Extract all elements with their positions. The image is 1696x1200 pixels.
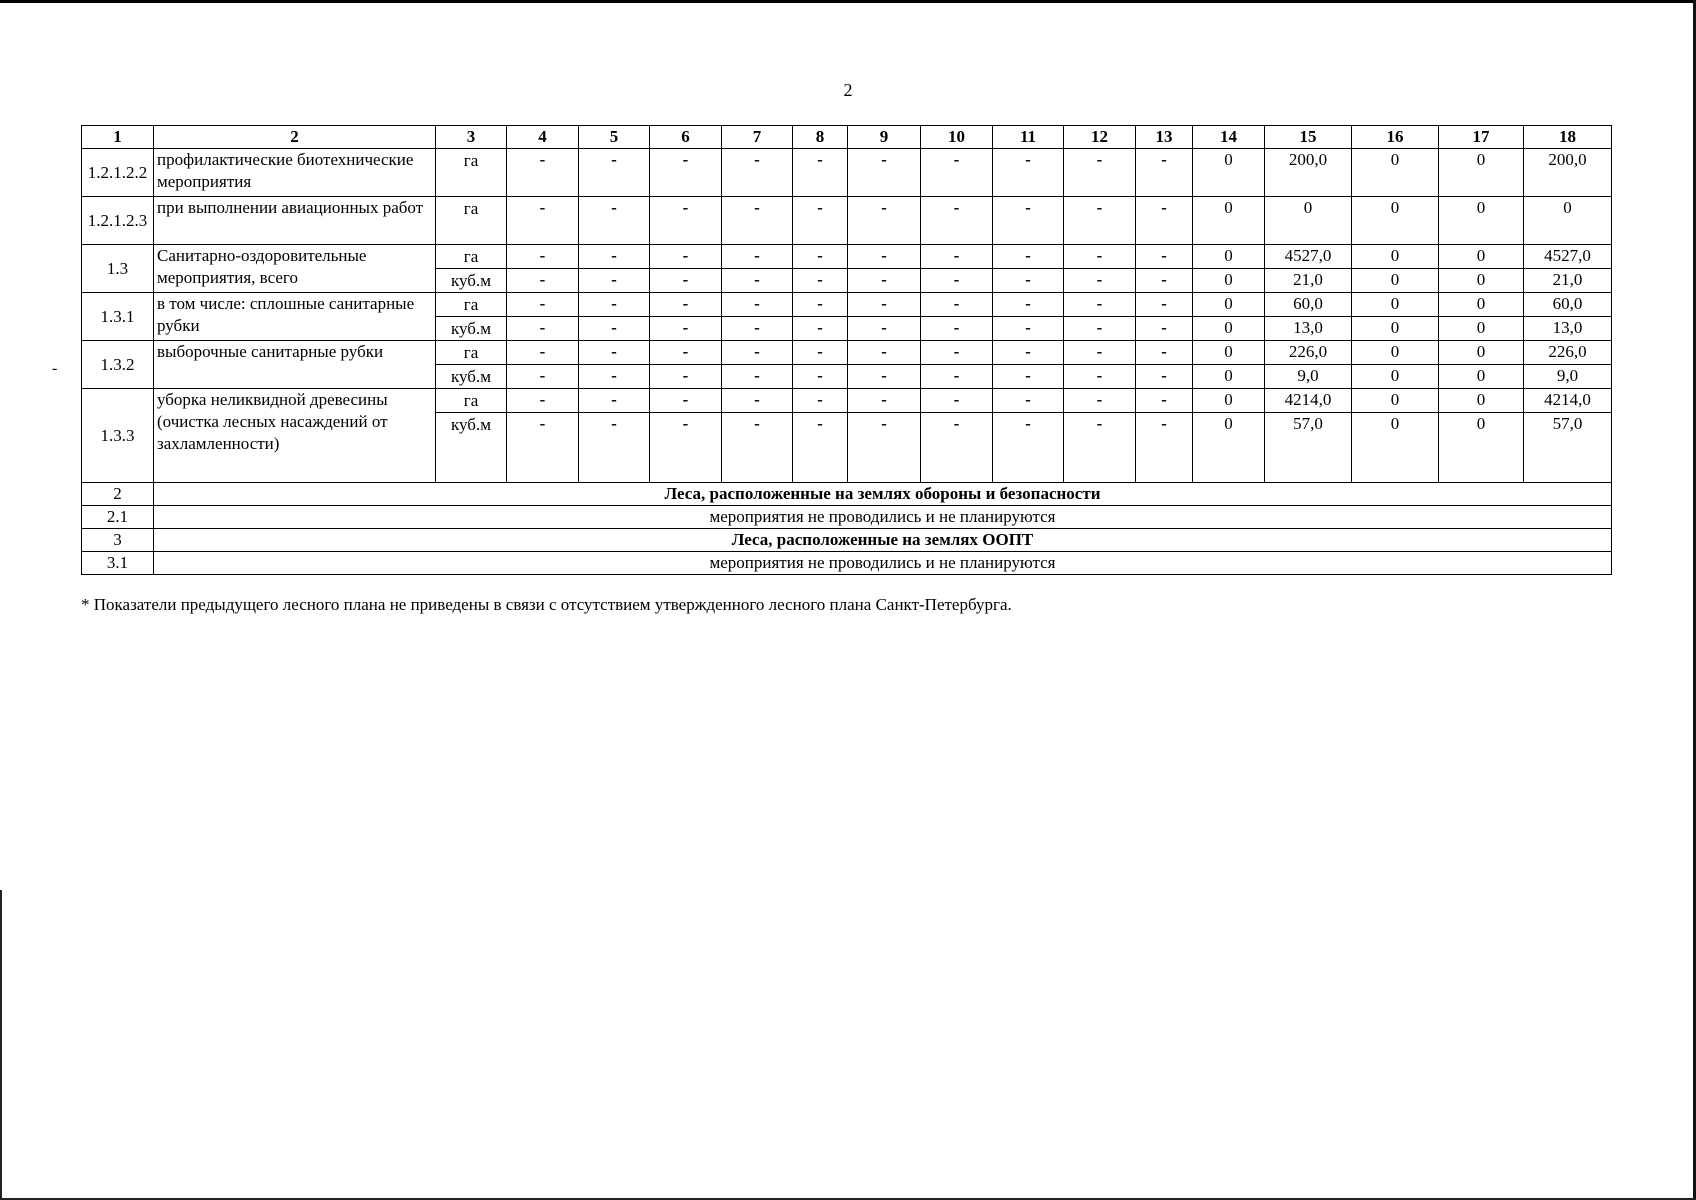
value-cell: 0 [1439,269,1524,293]
dash-cell: - [579,269,650,293]
row-code: 1.3.3 [82,389,154,483]
section-row [82,529,1612,552]
unit-cell: куб.м [436,269,507,293]
table-row [82,149,1612,197]
dash-cell: - [848,365,921,389]
value-cell: 13,0 [1524,317,1612,341]
dash-cell: - [650,293,722,317]
dash-cell: - [993,341,1064,365]
dash-cell: - [1136,245,1193,269]
dash-cell: - [722,197,793,245]
unit-cell: га [436,389,507,413]
value-cell: 21,0 [1265,269,1352,293]
value-cell: 57,0 [1524,413,1612,483]
dash-cell: - [921,245,993,269]
header-cell: 8 [793,126,848,149]
row-name: профилактические биотехнические мероприятия [154,149,436,197]
dash-cell: - [993,389,1064,413]
value-cell: 0 [1193,293,1265,317]
dash-cell: - [848,245,921,269]
dash-cell: - [1136,365,1193,389]
value-cell: 0 [1439,245,1524,269]
dash-cell: - [650,197,722,245]
dash-cell: - [921,317,993,341]
dash-cell: - [1136,293,1193,317]
value-cell: 0 [1193,197,1265,245]
scan-border-left [0,890,2,1200]
margin-mark: - [52,360,58,377]
dash-cell: - [993,245,1064,269]
dash-cell: - [793,365,848,389]
value-cell: 21,0 [1524,269,1612,293]
value-cell: 0 [1439,365,1524,389]
header-row [82,126,1612,149]
section-text: мероприятия не проводились и не планируются [154,506,1612,529]
dash-cell: - [793,269,848,293]
value-cell: 0 [1352,365,1439,389]
header-cell: 2 [154,126,436,149]
value-cell: 4527,0 [1524,245,1612,269]
dash-cell: - [507,413,579,483]
dash-cell: - [507,197,579,245]
dash-cell: - [579,293,650,317]
dash-cell: - [650,413,722,483]
dash-cell: - [921,413,993,483]
dash-cell: - [793,389,848,413]
value-cell: 0 [1352,317,1439,341]
unit-cell: га [436,197,507,245]
dash-cell: - [1064,389,1136,413]
value-cell: 0 [1352,413,1439,483]
dash-cell: - [507,365,579,389]
dash-cell: - [579,245,650,269]
value-cell: 0 [1352,245,1439,269]
section-row [82,506,1612,529]
dash-cell: - [1064,197,1136,245]
dash-cell: - [579,317,650,341]
dash-cell: - [993,293,1064,317]
forest-plan-table [81,125,1612,575]
section-code: 3.1 [82,552,154,575]
value-cell: 0 [1439,197,1524,245]
section-code: 2 [82,483,154,506]
dash-cell: - [722,389,793,413]
value-cell: 0 [1439,389,1524,413]
value-cell: 0 [1193,149,1265,197]
dash-cell: - [722,293,793,317]
value-cell: 0 [1524,197,1612,245]
table-row [82,389,1612,413]
dash-cell: - [993,365,1064,389]
dash-cell: - [722,341,793,365]
dash-cell: - [793,413,848,483]
value-cell: 60,0 [1265,293,1352,317]
dash-cell: - [1136,317,1193,341]
dash-cell: - [722,317,793,341]
dash-cell: - [848,413,921,483]
dash-cell: - [650,317,722,341]
dash-cell: - [1136,341,1193,365]
dash-cell: - [507,341,579,365]
dash-cell: - [507,293,579,317]
value-cell: 0 [1193,269,1265,293]
unit-cell: га [436,149,507,197]
value-cell: 0 [1193,317,1265,341]
header-cell: 10 [921,126,993,149]
dash-cell: - [921,389,993,413]
dash-cell: - [1064,341,1136,365]
dash-cell: - [793,341,848,365]
header-cell: 17 [1439,126,1524,149]
dash-cell: - [993,413,1064,483]
unit-cell: га [436,293,507,317]
dash-cell: - [579,149,650,197]
row-name: уборка неликвидной древесины (очистка лесных насаждений от захламленности) [154,389,436,483]
dash-cell: - [848,293,921,317]
value-cell: 13,0 [1265,317,1352,341]
dash-cell: - [1064,149,1136,197]
value-cell: 4214,0 [1524,389,1612,413]
dash-cell: - [793,245,848,269]
value-cell: 0 [1193,341,1265,365]
dash-cell: - [1136,149,1193,197]
dash-cell: - [1136,269,1193,293]
dash-cell: - [1064,365,1136,389]
dash-cell: - [921,149,993,197]
dash-cell: - [722,149,793,197]
row-name: выборочные санитарные рубки [154,341,436,389]
dash-cell: - [848,389,921,413]
unit-cell: га [436,245,507,269]
value-cell: 0 [1352,197,1439,245]
dash-cell: - [1064,293,1136,317]
section-text: Леса, расположенные на землях обороны и безопасности [154,483,1612,506]
dash-cell: - [793,149,848,197]
dash-cell: - [921,197,993,245]
value-cell: 0 [1439,341,1524,365]
value-cell: 0 [1439,317,1524,341]
value-cell: 4527,0 [1265,245,1352,269]
header-cell: 5 [579,126,650,149]
header-cell: 12 [1064,126,1136,149]
value-cell: 0 [1352,293,1439,317]
dash-cell: - [650,365,722,389]
dash-cell: - [848,149,921,197]
value-cell: 0 [1193,389,1265,413]
header-cell: 4 [507,126,579,149]
unit-cell: куб.м [436,317,507,341]
dash-cell: - [650,149,722,197]
dash-cell: - [579,365,650,389]
value-cell: 0 [1265,197,1352,245]
row-code: 1.3.2 [82,341,154,389]
dash-cell: - [921,341,993,365]
unit-cell: куб.м [436,365,507,389]
value-cell: 0 [1193,245,1265,269]
section-text: Леса, расположенные на землях ООПТ [154,529,1612,552]
table-row [82,293,1612,317]
value-cell: 0 [1352,149,1439,197]
value-cell: 0 [1352,389,1439,413]
row-name: Санитарно-оздоровительные мероприятия, всего [154,245,436,293]
dash-cell: - [579,341,650,365]
dash-cell: - [921,365,993,389]
dash-cell: - [1064,245,1136,269]
dash-cell: - [650,341,722,365]
dash-cell: - [579,389,650,413]
row-code: 1.3.1 [82,293,154,341]
header-cell: 16 [1352,126,1439,149]
section-row [82,483,1612,506]
row-code: 1.2.1.2.2 [82,149,154,197]
dash-cell: - [993,269,1064,293]
dash-cell: - [722,413,793,483]
dash-cell: - [1064,317,1136,341]
dash-cell: - [507,245,579,269]
dash-cell: - [507,317,579,341]
value-cell: 226,0 [1524,341,1612,365]
table-row [82,245,1612,269]
dash-cell: - [1136,389,1193,413]
value-cell: 200,0 [1265,149,1352,197]
header-cell: 6 [650,126,722,149]
header-cell: 18 [1524,126,1612,149]
dash-cell: - [507,389,579,413]
dash-cell: - [993,197,1064,245]
scan-border-top [0,0,1696,3]
dash-cell: - [650,389,722,413]
section-text: мероприятия не проводились и не планируются [154,552,1612,575]
value-cell: 4214,0 [1265,389,1352,413]
dash-cell: - [848,197,921,245]
dash-cell: - [722,365,793,389]
value-cell: 57,0 [1265,413,1352,483]
header-cell: 14 [1193,126,1265,149]
dash-cell: - [921,293,993,317]
value-cell: 0 [1193,365,1265,389]
value-cell: 9,0 [1265,365,1352,389]
dash-cell: - [793,293,848,317]
dash-cell: - [1064,269,1136,293]
page-number: 2 [843,80,853,100]
header-cell: 1 [82,126,154,149]
value-cell: 0 [1352,269,1439,293]
value-cell: 60,0 [1524,293,1612,317]
dash-cell: - [1136,413,1193,483]
dash-cell: - [579,413,650,483]
dash-cell: - [507,149,579,197]
dash-cell: - [848,269,921,293]
dash-cell: - [1064,413,1136,483]
row-code: 1.2.1.2.3 [82,197,154,245]
value-cell: 0 [1352,341,1439,365]
value-cell: 0 [1193,413,1265,483]
value-cell: 9,0 [1524,365,1612,389]
section-row [82,552,1612,575]
row-name: в том числе: сплошные санитарные рубки [154,293,436,341]
unit-cell: куб.м [436,413,507,483]
dash-cell: - [722,245,793,269]
header-cell: 11 [993,126,1064,149]
table-row [82,341,1612,365]
value-cell: 0 [1439,293,1524,317]
header-cell: 7 [722,126,793,149]
dash-cell: - [579,197,650,245]
header-cell: 13 [1136,126,1193,149]
dash-cell: - [848,317,921,341]
dash-cell: - [921,269,993,293]
row-name: при выполнении авиационных работ [154,197,436,245]
section-code: 3 [82,529,154,552]
table-row [82,197,1612,245]
footnote: * Показатели предыдущего лесного плана не приведены в связи с отсутствием утвержденного лесного плана Санкт-Петербурга. [81,595,1012,614]
value-cell: 0 [1439,413,1524,483]
dash-cell: - [650,269,722,293]
header-cell: 9 [848,126,921,149]
dash-cell: - [993,149,1064,197]
dash-cell: - [848,341,921,365]
dash-cell: - [1136,197,1193,245]
dash-cell: - [650,245,722,269]
value-cell: 226,0 [1265,341,1352,365]
dash-cell: - [507,269,579,293]
header-cell: 3 [436,126,507,149]
value-cell: 200,0 [1524,149,1612,197]
dash-cell: - [793,317,848,341]
dash-cell: - [993,317,1064,341]
unit-cell: га [436,341,507,365]
header-cell: 15 [1265,126,1352,149]
dash-cell: - [722,269,793,293]
dash-cell: - [793,197,848,245]
value-cell: 0 [1439,149,1524,197]
section-code: 2.1 [82,506,154,529]
row-code: 1.3 [82,245,154,293]
